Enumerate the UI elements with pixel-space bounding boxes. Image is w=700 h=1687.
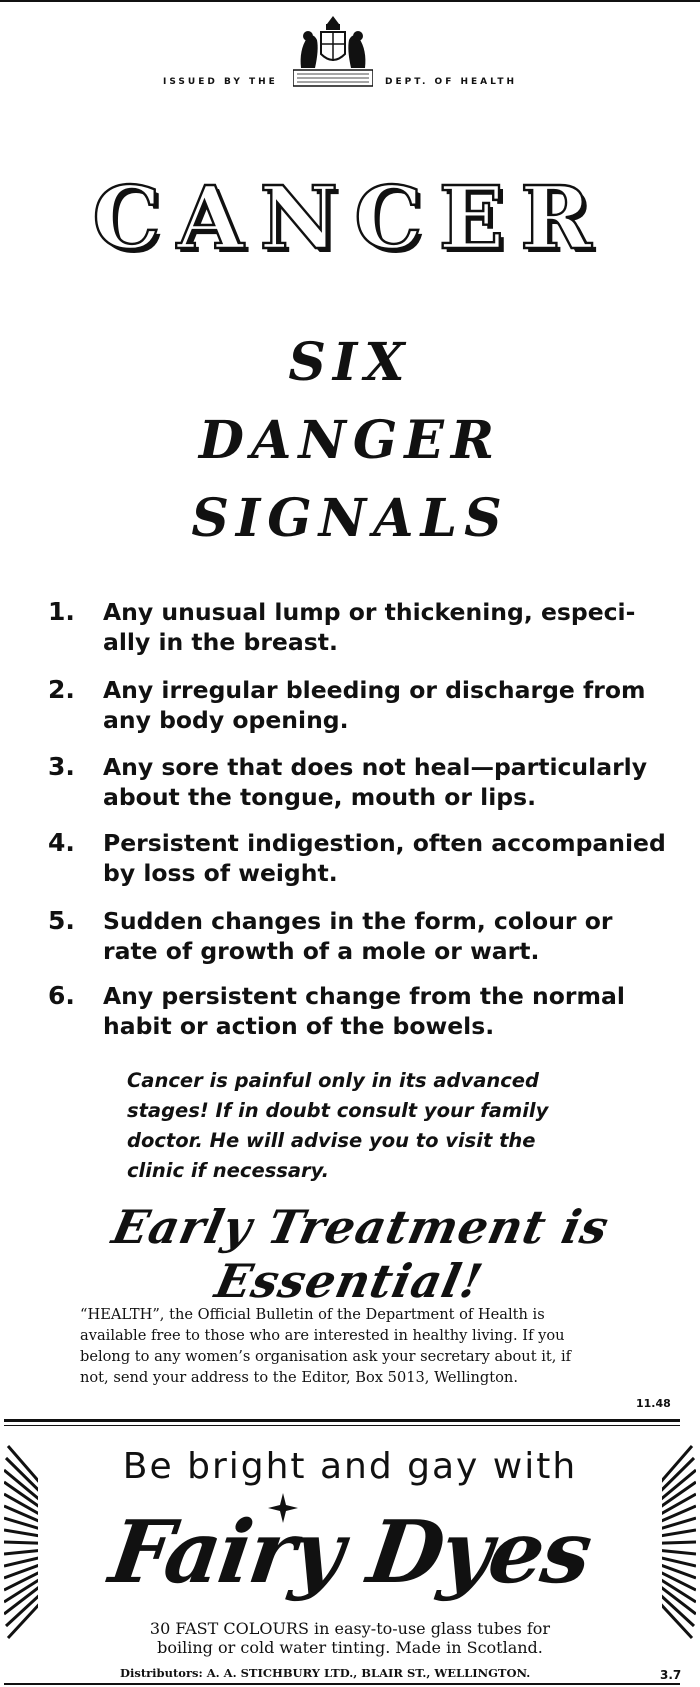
subhead-line-2: DANGER: [198, 410, 502, 471]
signal-number: 2.: [48, 675, 75, 704]
ad-line-2: boiling or cold water tinting. Made in Scotland.: [157, 1638, 543, 1657]
signal-text-line: Any irregular bleeding or discharge from: [103, 676, 646, 704]
bottom-border: [4, 1683, 680, 1685]
signal-text-line: Any persistent change from the normal: [103, 982, 625, 1010]
signal-number: 1.: [48, 597, 75, 626]
signal-text: [103, 828, 700, 888]
signal-text-line: any body opening.: [103, 706, 349, 734]
advice-note: [127, 1066, 597, 1186]
signal-text: [103, 597, 700, 657]
coat-of-arms-icon: [293, 14, 373, 88]
bulletin-line: not, send your address to the Editor, Box 5013, Wellington.: [80, 1369, 518, 1386]
signal-text: [103, 906, 700, 966]
subhead-line-1: SIX: [288, 332, 412, 393]
advice-line: stages! If in doubt consult your family: [127, 1099, 549, 1122]
code-top: 11.48: [636, 1397, 671, 1410]
signal-number: 3.: [48, 752, 75, 781]
top-border: [0, 0, 700, 2]
signal-text-line: Persistent indigestion, often accompanied: [103, 829, 666, 857]
signal-text-line: ally in the breast.: [103, 628, 338, 656]
signal-number: 5.: [48, 906, 75, 935]
signal-text-line: rate of growth of a mole or wart.: [103, 937, 540, 965]
signal-text-line: habit or action of the bowels.: [103, 1012, 495, 1040]
ad-divider-thin: [4, 1425, 680, 1426]
ad-tagline: Be bright and gay with: [122, 1446, 578, 1487]
signal-text-line: about the tongue, mouth or lips.: [103, 783, 537, 811]
signal-text-line: by loss of weight.: [103, 859, 338, 887]
dept-of-health-label: DEPT. OF HEALTH: [385, 77, 518, 87]
slogan: Early Treatment is Essential!: [107, 1200, 614, 1308]
advice-line: Cancer is painful only in its advanced: [127, 1069, 539, 1092]
signal-text-line: Any unusual lump or thickening, especi-: [103, 598, 636, 626]
signal-text: [103, 981, 700, 1041]
ad-divider: [4, 1419, 680, 1422]
signal-text-line: Sudden changes in the form, colour or: [103, 907, 613, 935]
issued-by-label: ISSUED BY THE: [163, 77, 278, 87]
signal-number: 6.: [48, 981, 75, 1010]
signal-text: [103, 675, 700, 735]
bulletin-paragraph: [80, 1304, 628, 1388]
code-bottom: 3.7: [660, 1668, 682, 1682]
headline-cancer: CANCER: [92, 168, 608, 269]
subhead-line-3: SIGNALS: [191, 488, 509, 549]
signal-text: [103, 752, 700, 812]
bulletin-line: belong to any women’s organisation ask your secretary about it, if: [80, 1348, 572, 1365]
bulletin-line: available free to those who are interested in healthy living. If you: [80, 1327, 565, 1344]
signal-text-line: Any sore that does not heal—particularly: [103, 753, 648, 781]
brand-fairy-dyes: Fairy Dyes: [104, 1502, 596, 1603]
ad-line-1: 30 FAST COLOURS in easy-to-use glass tubes for: [149, 1619, 551, 1638]
advice-line: doctor. He will advise you to visit the: [127, 1129, 536, 1152]
bulletin-line: “HEALTH”, the Official Bulletin of the Department of Health is: [80, 1306, 545, 1323]
distributors: Distributors: A. A. STICHBURY LTD., BLAIR ST., WELLINGTON.: [120, 1666, 531, 1680]
advice-line: clinic if necessary.: [127, 1159, 330, 1182]
signal-number: 4.: [48, 828, 75, 857]
